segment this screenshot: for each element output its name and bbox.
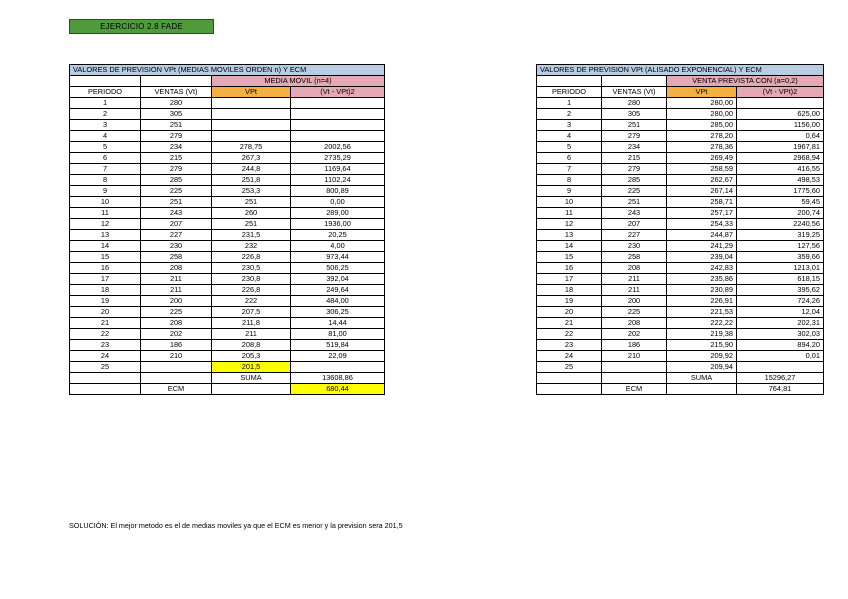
- vpt-cell: 244,87: [667, 230, 737, 241]
- ventas-cell: 208: [602, 263, 667, 274]
- vpt-cell: 209,94: [667, 362, 737, 373]
- error-cell: 249,64: [291, 285, 385, 296]
- error-cell: 416,55: [737, 164, 824, 175]
- vpt-cell: [212, 98, 291, 109]
- error-cell: 0,00: [291, 197, 385, 208]
- periodo-cell: 19: [537, 296, 602, 307]
- col-header-periodo: PERIODO: [70, 87, 141, 98]
- vpt-cell: 285,00: [667, 120, 737, 131]
- periodo-cell: 10: [70, 197, 141, 208]
- vpt-cell: 267,14: [667, 186, 737, 197]
- ventas-cell: 225: [141, 307, 212, 318]
- table-row: [537, 274, 824, 285]
- vpt-cell: 267,3: [212, 153, 291, 164]
- periodo-cell: 8: [70, 175, 141, 186]
- error-cell: 1775,60: [737, 186, 824, 197]
- ventas-cell: 202: [141, 329, 212, 340]
- ventas-cell: 234: [602, 142, 667, 153]
- vpt-cell: 253,3: [212, 186, 291, 197]
- error-cell: 59,45: [737, 197, 824, 208]
- table-row: [537, 142, 824, 153]
- vpt-cell: 211: [212, 329, 291, 340]
- vpt-cell: 251: [212, 197, 291, 208]
- error-cell: 800,89: [291, 186, 385, 197]
- empty-cell: [70, 384, 141, 395]
- error-cell: [291, 131, 385, 142]
- exponential-smoothing-table: [536, 64, 824, 395]
- empty-cell: [70, 76, 141, 87]
- periodo-cell: 23: [70, 340, 141, 351]
- error-cell: 519,84: [291, 340, 385, 351]
- periodo-cell: 11: [537, 208, 602, 219]
- error-cell: 1967,81: [737, 142, 824, 153]
- periodo-cell: 1: [537, 98, 602, 109]
- vpt-cell: 262,67: [667, 175, 737, 186]
- group-header: MEDIA MOVIL (n=4): [212, 76, 385, 87]
- vpt-cell: 230,89: [667, 285, 737, 296]
- error-cell: 1102,24: [291, 175, 385, 186]
- error-cell: [291, 362, 385, 373]
- periodo-cell: 19: [70, 296, 141, 307]
- empty-cell: [141, 373, 212, 384]
- periodo-cell: 2: [537, 109, 602, 120]
- periodo-cell: 14: [70, 241, 141, 252]
- vpt-cell: 222,22: [667, 318, 737, 329]
- ventas-cell: 208: [141, 318, 212, 329]
- table-row: [537, 318, 824, 329]
- periodo-cell: 21: [70, 318, 141, 329]
- empty-cell: [141, 76, 212, 87]
- ventas-cell: 207: [602, 219, 667, 230]
- error-cell: 1213,01: [737, 263, 824, 274]
- error-cell: 724,26: [737, 296, 824, 307]
- ventas-cell: 215: [602, 153, 667, 164]
- ventas-cell: 251: [602, 120, 667, 131]
- ventas-cell: 279: [141, 131, 212, 142]
- table-row: [70, 340, 385, 351]
- vpt-cell: 258,59: [667, 164, 737, 175]
- vpt-cell: 222: [212, 296, 291, 307]
- col-header-ventas: VENTAS (Vt): [602, 87, 667, 98]
- periodo-cell: 3: [537, 120, 602, 131]
- col-header-error: (Vt - VPt)2: [737, 87, 824, 98]
- periodo-cell: 22: [537, 329, 602, 340]
- vpt-cell: 230,5: [212, 263, 291, 274]
- vpt-cell: 280,00: [667, 98, 737, 109]
- table-row: [70, 109, 385, 120]
- table-row: [70, 175, 385, 186]
- vpt-cell: [212, 120, 291, 131]
- error-cell: 319,25: [737, 230, 824, 241]
- suma-label: SUMA: [667, 373, 737, 384]
- ventas-cell: 285: [602, 175, 667, 186]
- empty-cell: [602, 373, 667, 384]
- periodo-cell: 8: [537, 175, 602, 186]
- vpt-cell: 242,83: [667, 263, 737, 274]
- table-row: [70, 186, 385, 197]
- ventas-cell: 258: [602, 252, 667, 263]
- error-cell: [737, 362, 824, 373]
- error-cell: 618,15: [737, 274, 824, 285]
- table-row: [70, 142, 385, 153]
- ventas-cell: 210: [602, 351, 667, 362]
- table-row: [537, 307, 824, 318]
- ventas-cell: 225: [141, 186, 212, 197]
- periodo-cell: 20: [537, 307, 602, 318]
- table-row: [537, 197, 824, 208]
- table-row: [70, 98, 385, 109]
- error-cell: 0,01: [737, 351, 824, 362]
- error-cell: 306,25: [291, 307, 385, 318]
- table-row: [70, 274, 385, 285]
- solution-text: SOLUCIÓN: El mejor metodo es el de medias moviles ya que el ECM es menor y la prevision sera 201,5: [69, 521, 403, 530]
- ventas-cell: 280: [141, 98, 212, 109]
- ventas-cell: 279: [602, 164, 667, 175]
- error-cell: 22,09: [291, 351, 385, 362]
- error-cell: 12,04: [737, 307, 824, 318]
- table-row: [537, 131, 824, 142]
- error-cell: [291, 98, 385, 109]
- ventas-cell: 211: [602, 274, 667, 285]
- periodo-cell: 3: [70, 120, 141, 131]
- vpt-cell: 231,5: [212, 230, 291, 241]
- table-row: [70, 197, 385, 208]
- periodo-cell: 10: [537, 197, 602, 208]
- ventas-cell: 186: [602, 340, 667, 351]
- error-cell: 392,04: [291, 274, 385, 285]
- periodo-cell: 24: [537, 351, 602, 362]
- ventas-cell: 279: [141, 164, 212, 175]
- error-cell: 1156,00: [737, 120, 824, 131]
- ventas-cell: 225: [602, 307, 667, 318]
- vpt-cell: 235,86: [667, 274, 737, 285]
- vpt-cell: 278,20: [667, 131, 737, 142]
- periodo-cell: 12: [70, 219, 141, 230]
- ventas-cell: 280: [602, 98, 667, 109]
- ecm-label: ECM: [602, 384, 667, 395]
- ventas-cell: 251: [602, 197, 667, 208]
- col-header-error: (Vt - VPt)2: [291, 87, 385, 98]
- empty-cell: [537, 384, 602, 395]
- table-row: [537, 263, 824, 274]
- table-row: [70, 307, 385, 318]
- empty-cell: [537, 373, 602, 384]
- vpt-cell: 211,8: [212, 318, 291, 329]
- table-row: [70, 252, 385, 263]
- error-cell: 0,64: [737, 131, 824, 142]
- ventas-cell: 230: [602, 241, 667, 252]
- error-cell: 302,03: [737, 329, 824, 340]
- vpt-cell: 230,8: [212, 274, 291, 285]
- error-cell: 81,00: [291, 329, 385, 340]
- suma-value: 15296,27: [737, 373, 824, 384]
- vpt-cell: 278,36: [667, 142, 737, 153]
- ventas-cell: 200: [141, 296, 212, 307]
- periodo-cell: 15: [537, 252, 602, 263]
- vpt-cell: 208,8: [212, 340, 291, 351]
- table-row: [537, 120, 824, 131]
- periodo-cell: 4: [70, 131, 141, 142]
- periodo-cell: 9: [537, 186, 602, 197]
- vpt-cell: 205,3: [212, 351, 291, 362]
- error-cell: 395,62: [737, 285, 824, 296]
- table-row: [537, 296, 824, 307]
- vpt-cell: 221,53: [667, 307, 737, 318]
- vpt-cell: 232: [212, 241, 291, 252]
- table-row: [537, 109, 824, 120]
- table-row: [537, 230, 824, 241]
- error-cell: 2968,94: [737, 153, 824, 164]
- periodo-cell: 4: [537, 131, 602, 142]
- error-cell: 2002,56: [291, 142, 385, 153]
- vpt-cell: 254,33: [667, 219, 737, 230]
- ventas-cell: 243: [602, 208, 667, 219]
- table-row: [537, 153, 824, 164]
- table-row: [70, 318, 385, 329]
- table-row: [537, 362, 824, 373]
- ecm-value: 680,44: [291, 384, 385, 395]
- table-row: [537, 98, 824, 109]
- error-cell: 625,00: [737, 109, 824, 120]
- periodo-cell: 18: [537, 285, 602, 296]
- ventas-cell: 230: [141, 241, 212, 252]
- error-cell: 2240,56: [737, 219, 824, 230]
- ventas-cell: 211: [141, 274, 212, 285]
- vpt-cell: 244,8: [212, 164, 291, 175]
- periodo-cell: 20: [70, 307, 141, 318]
- table-body: [70, 98, 385, 373]
- periodo-cell: 16: [537, 263, 602, 274]
- moving-average-table: [69, 64, 385, 395]
- table-row: [70, 131, 385, 142]
- error-cell: [291, 109, 385, 120]
- vpt-cell: 201,5: [212, 362, 291, 373]
- error-cell: 1936,00: [291, 219, 385, 230]
- periodo-cell: 15: [70, 252, 141, 263]
- periodo-cell: 22: [70, 329, 141, 340]
- error-cell: [291, 120, 385, 131]
- error-cell: 20,25: [291, 230, 385, 241]
- periodo-cell: 13: [537, 230, 602, 241]
- empty-cell: [602, 76, 667, 87]
- vpt-cell: [212, 109, 291, 120]
- periodo-cell: 2: [70, 109, 141, 120]
- empty-cell: [667, 384, 737, 395]
- table-row: [537, 340, 824, 351]
- table-row: [537, 208, 824, 219]
- ventas-cell: 251: [141, 197, 212, 208]
- ventas-cell: [141, 362, 212, 373]
- table-row: [70, 241, 385, 252]
- error-cell: 359,66: [737, 252, 824, 263]
- error-cell: 200,74: [737, 208, 824, 219]
- vpt-cell: 278,75: [212, 142, 291, 153]
- table-title: VALORES DE PREVISION VPt (MEDIAS MOVILES ORDEN n) Y ECM: [70, 65, 385, 76]
- ventas-cell: 279: [602, 131, 667, 142]
- vpt-cell: 258,71: [667, 197, 737, 208]
- vpt-cell: 241,29: [667, 241, 737, 252]
- table-row: [537, 186, 824, 197]
- table-row: [70, 153, 385, 164]
- vpt-cell: 215,90: [667, 340, 737, 351]
- table-row: [70, 120, 385, 131]
- vpt-cell: 239,04: [667, 252, 737, 263]
- periodo-cell: 6: [537, 153, 602, 164]
- ventas-cell: 305: [141, 109, 212, 120]
- empty-cell: [537, 76, 602, 87]
- table-row: [537, 329, 824, 340]
- ventas-cell: 208: [602, 318, 667, 329]
- table-row: [537, 164, 824, 175]
- error-cell: 127,56: [737, 241, 824, 252]
- periodo-cell: 13: [70, 230, 141, 241]
- table-row: [70, 230, 385, 241]
- table-row: [537, 252, 824, 263]
- ventas-cell: [602, 362, 667, 373]
- col-header-vpt: VPt: [212, 87, 291, 98]
- table-row: [70, 296, 385, 307]
- col-header-periodo: PERIODO: [537, 87, 602, 98]
- table-row: [70, 263, 385, 274]
- vpt-cell: 226,8: [212, 252, 291, 263]
- periodo-cell: 7: [70, 164, 141, 175]
- periodo-cell: 24: [70, 351, 141, 362]
- periodo-cell: 7: [537, 164, 602, 175]
- vpt-cell: 251: [212, 219, 291, 230]
- periodo-cell: 5: [70, 142, 141, 153]
- ecm-value: 764,81: [737, 384, 824, 395]
- vpt-cell: 280,00: [667, 109, 737, 120]
- error-cell: 2735,29: [291, 153, 385, 164]
- error-cell: 506,25: [291, 263, 385, 274]
- ventas-cell: 243: [141, 208, 212, 219]
- ventas-cell: 208: [141, 263, 212, 274]
- table-row: [70, 351, 385, 362]
- exercise-title: EJERCICIO 2.8 FADE: [69, 19, 214, 34]
- periodo-cell: 25: [70, 362, 141, 373]
- error-cell: 484,00: [291, 296, 385, 307]
- error-cell: [737, 98, 824, 109]
- error-cell: 1169,64: [291, 164, 385, 175]
- periodo-cell: 17: [537, 274, 602, 285]
- table-row: [70, 164, 385, 175]
- table-row: [537, 285, 824, 296]
- ventas-cell: 234: [141, 142, 212, 153]
- col-header-ventas: VENTAS (Vt): [141, 87, 212, 98]
- empty-cell: [212, 384, 291, 395]
- vpt-cell: [212, 131, 291, 142]
- ventas-cell: 305: [602, 109, 667, 120]
- ventas-cell: 251: [141, 120, 212, 131]
- vpt-cell: 207,5: [212, 307, 291, 318]
- ventas-cell: 211: [602, 285, 667, 296]
- error-cell: 289,00: [291, 208, 385, 219]
- periodo-cell: 25: [537, 362, 602, 373]
- error-cell: 498,53: [737, 175, 824, 186]
- ventas-cell: 207: [141, 219, 212, 230]
- table-row: [537, 219, 824, 230]
- ventas-cell: 215: [141, 153, 212, 164]
- ventas-cell: 258: [141, 252, 212, 263]
- table-row: [537, 175, 824, 186]
- error-cell: 4,00: [291, 241, 385, 252]
- error-cell: 202,31: [737, 318, 824, 329]
- periodo-cell: 5: [537, 142, 602, 153]
- ventas-cell: 225: [602, 186, 667, 197]
- table-row: [537, 241, 824, 252]
- table-row: [537, 351, 824, 362]
- ventas-cell: 227: [602, 230, 667, 241]
- periodo-cell: 14: [537, 241, 602, 252]
- periodo-cell: 11: [70, 208, 141, 219]
- table-title: VALORES DE PREVISION VPt (ALISADO EXPONENCIAL) Y ECM: [537, 65, 824, 76]
- vpt-cell: 226,8: [212, 285, 291, 296]
- ventas-cell: 186: [141, 340, 212, 351]
- ecm-label: ECM: [141, 384, 212, 395]
- group-header: VENTA PREVISTA CON (a=0,2): [667, 76, 824, 87]
- periodo-cell: 1: [70, 98, 141, 109]
- periodo-cell: 16: [70, 263, 141, 274]
- vpt-cell: 260: [212, 208, 291, 219]
- periodo-cell: 17: [70, 274, 141, 285]
- table-body: [537, 98, 824, 373]
- ventas-cell: 227: [141, 230, 212, 241]
- error-cell: 14,44: [291, 318, 385, 329]
- col-header-vpt: VPt: [667, 87, 737, 98]
- ventas-cell: 202: [602, 329, 667, 340]
- ventas-cell: 285: [141, 175, 212, 186]
- periodo-cell: 21: [537, 318, 602, 329]
- vpt-cell: 226,91: [667, 296, 737, 307]
- table-row: [70, 362, 385, 373]
- vpt-cell: 209,92: [667, 351, 737, 362]
- error-cell: 973,44: [291, 252, 385, 263]
- periodo-cell: 12: [537, 219, 602, 230]
- ventas-cell: 200: [602, 296, 667, 307]
- periodo-cell: 18: [70, 285, 141, 296]
- table-row: [70, 329, 385, 340]
- table-row: [70, 219, 385, 230]
- vpt-cell: 251,8: [212, 175, 291, 186]
- empty-cell: [70, 373, 141, 384]
- periodo-cell: 9: [70, 186, 141, 197]
- vpt-cell: 257,17: [667, 208, 737, 219]
- periodo-cell: 23: [537, 340, 602, 351]
- table-row: [70, 208, 385, 219]
- table-row: [70, 285, 385, 296]
- vpt-cell: 219,38: [667, 329, 737, 340]
- ventas-cell: 211: [141, 285, 212, 296]
- suma-label: SUMA: [212, 373, 291, 384]
- error-cell: 894,20: [737, 340, 824, 351]
- vpt-cell: 269,49: [667, 153, 737, 164]
- suma-value: 13608,86: [291, 373, 385, 384]
- periodo-cell: 6: [70, 153, 141, 164]
- ventas-cell: 210: [141, 351, 212, 362]
